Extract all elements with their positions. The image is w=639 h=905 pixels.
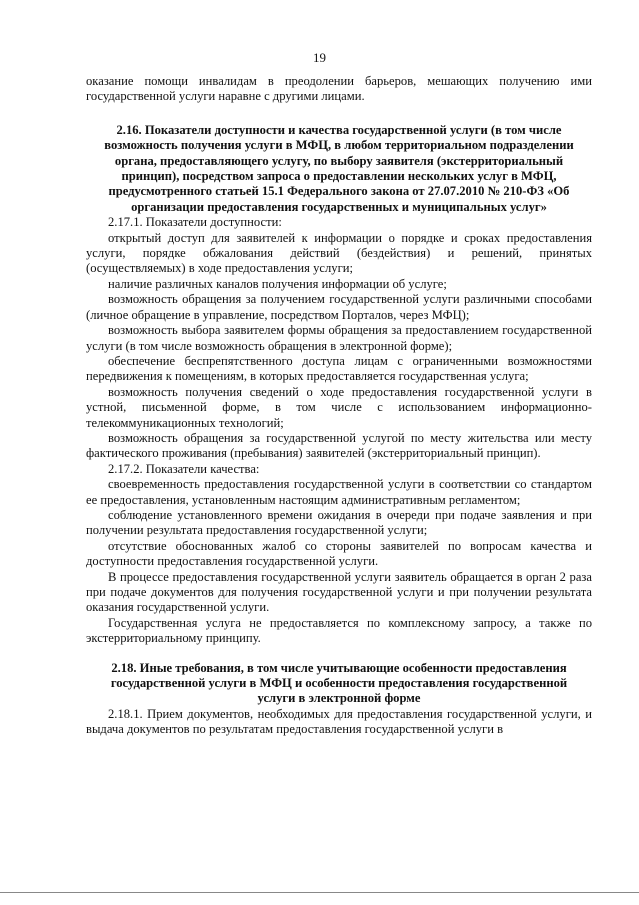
list-item-waiting-time: соблюдение установленного времени ожидания в очереди при подаче заявления и при получении результата предоставления государственной услуги; [86,507,592,538]
list-item-open-access: открытый доступ для заявителей к информации о порядке и сроках предоставления услуги, порядке обжалования действий (бездействия) и решений, принятых (осуществляемых) в ходе предоставления услуги; [86,230,592,276]
section-heading-2-18: 2.18. Иные требования, в том числе учитывающие особенности предоставления государственной услуги в МФЦ и особенности предоставления государственной услуги в электронной форме [110,660,568,706]
document-body [86,74,592,738]
list-item-no-complaints: отсутствие обоснованных жалоб со стороны заявителей по вопросам качества и доступности предоставления государственной услуги. [86,538,592,569]
list-item-request-form: возможность выбора заявителем формы обращения за предоставлением государственной услуги (в том числе возможность обращения в электронной форме); [86,323,592,353]
spacer [86,647,592,661]
subsection-2-17-1: 2.17.1. Показатели доступности: [108,215,282,230]
list-item-info-channels: наличие различных каналов получения информации об услуге; [108,276,447,291]
list-item-progress-info: возможность получения сведений о ходе предоставления государственной услуги в устной, письменной форме, в том числе с использованием информационно-телекоммуникационных технологий; [86,384,592,430]
paragraph-no-complex-request: Государственная услуга не предоставляется по комплексному запросу, а также по экстерриториальному принципу. [86,615,592,646]
list-item-timeliness: своевременность предоставления государственной услуги в соответствии со стандартом ее предоставления, установленным настоящим административным регламентом; [86,477,592,507]
list-item-extraterritorial: возможность обращения за государственной услугой по месту жительства или месту фактического проживания (пребывания) заявителей (экстерриториальный принцип). [86,430,592,461]
page-bottom-edge [0,892,639,893]
section-heading-2-16: 2.16. Показатели доступности и качества государственной услуги (в том числе возможность получения услуги в МФЦ, в любом территориальном подразделении органа, предоставляющего услугу, по выбору заявителя (экстерриториальный принцип), посредством запроса о предоставлении нескольких услуг в МФЦ, предусмотренного статьей 15.1 Федерального закона от 27.07.2010 № 210-ФЗ «Об организации предоставления государственных и муниципальных услуг» [104,122,574,214]
subsection-2-18-1: 2.18.1. Прием документов, необходимых для предоставления государственной услуги, и выдача документов по результатам предоставления государственной услуги в [86,706,592,737]
paragraph-accessibility-help: оказание помощи инвалидам в преодолении барьеров, мешающих получению ими государственной услуги наравне с другими лицами. [86,74,592,104]
page-number: 19 [313,50,326,65]
spacer [86,105,592,123]
list-item-barrier-free: обеспечение беспрепятственного доступа лицам с ограниченными возможностями передвижения к помещениям, в которых предоставляется государственная услуга; [86,353,592,384]
paragraph-visits: В процессе предоставления государственной услуги заявитель обращается в орган 2 раза при подаче документов для получения государственной услуги и при получении результата оказания государственной услуги. [86,569,592,615]
subsection-2-17-2: 2.17.2. Показатели качества: [108,461,260,476]
list-item-request-methods: возможность обращения за получением государственной услуги различными способами (личное обращение в управление, посредством Порталов, через МФЦ); [86,292,592,322]
